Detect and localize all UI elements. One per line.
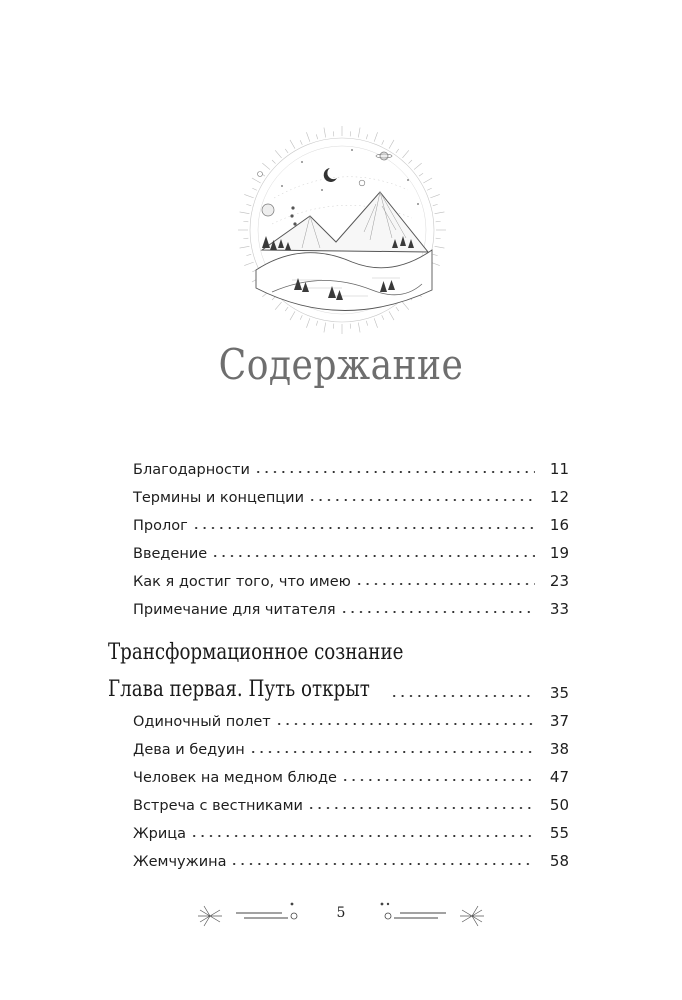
toc-entry[interactable] bbox=[133, 592, 569, 618]
dot-leader bbox=[190, 835, 535, 837]
toc-entry-label: Благодарности bbox=[133, 462, 250, 478]
toc-entry-label: Как я достиг того, что имею bbox=[133, 574, 351, 590]
dot-leader bbox=[308, 499, 535, 501]
dot-leader bbox=[192, 527, 535, 529]
toc-entry-page: 55 bbox=[549, 824, 569, 842]
dot-leader bbox=[390, 695, 535, 697]
toc-entry[interactable] bbox=[133, 480, 569, 506]
toc-entry-label: Дева и бедуин bbox=[133, 742, 245, 758]
toc-entry[interactable] bbox=[133, 844, 569, 870]
toc-entry-page: 37 bbox=[549, 712, 569, 730]
toc-entry-label: Человек на медном блюде bbox=[133, 770, 337, 786]
toc-entry[interactable] bbox=[133, 816, 569, 842]
dot-leader bbox=[275, 723, 535, 725]
toc-entry-page: 23 bbox=[549, 572, 569, 590]
toc-entry-page: 35 bbox=[549, 684, 569, 702]
toc-entry-page: 33 bbox=[549, 600, 569, 618]
toc-entry[interactable] bbox=[133, 536, 569, 562]
toc-entry-label: Введение bbox=[133, 546, 208, 562]
dot-leader bbox=[341, 779, 535, 781]
toc-entry-label: Жрица bbox=[133, 826, 187, 842]
page-title: Содержание bbox=[218, 340, 464, 389]
toc-chapter-entry[interactable] bbox=[108, 672, 569, 702]
toc-entry[interactable] bbox=[133, 452, 569, 478]
part-title: Трансформационное сознание bbox=[108, 640, 404, 665]
toc-entry-page: 19 bbox=[549, 544, 569, 562]
dot-leader bbox=[230, 863, 535, 865]
toc-entry[interactable] bbox=[133, 704, 569, 730]
toc-entry[interactable] bbox=[133, 788, 569, 814]
toc-entry-page: 58 bbox=[549, 852, 569, 870]
dot-leader bbox=[355, 583, 535, 585]
chapter-title: Глава первая. Путь открыт bbox=[108, 677, 370, 702]
toc-entry-page: 47 bbox=[549, 768, 569, 786]
toc-entry-label: Встреча с вестниками bbox=[133, 798, 303, 814]
toc-entry-page: 50 bbox=[549, 796, 569, 814]
toc-entry[interactable] bbox=[133, 760, 569, 786]
toc-entry-label: Пролог bbox=[133, 518, 188, 534]
toc-entry-label: Жемчужина bbox=[133, 854, 227, 870]
toc-entry-page: 16 bbox=[549, 516, 569, 534]
toc-entry-page: 12 bbox=[549, 488, 569, 506]
toc-entry-page: 11 bbox=[549, 460, 569, 478]
toc-entry-label: Термины и концепции bbox=[133, 490, 305, 506]
toc-entry[interactable] bbox=[133, 508, 569, 534]
toc-entry-page: 38 bbox=[549, 740, 569, 758]
dot-leader bbox=[254, 471, 535, 473]
toc-entry-label: Примечание для читателя bbox=[133, 602, 336, 618]
dot-leader bbox=[307, 807, 535, 809]
toc-entry[interactable] bbox=[133, 564, 569, 590]
dot-leader bbox=[249, 751, 535, 753]
toc-entry[interactable] bbox=[133, 732, 569, 758]
page-number: 5 bbox=[336, 905, 346, 921]
dot-leader bbox=[211, 555, 535, 557]
toc-entry-label: Одиночный полет bbox=[133, 714, 271, 730]
dot-leader bbox=[340, 611, 535, 613]
